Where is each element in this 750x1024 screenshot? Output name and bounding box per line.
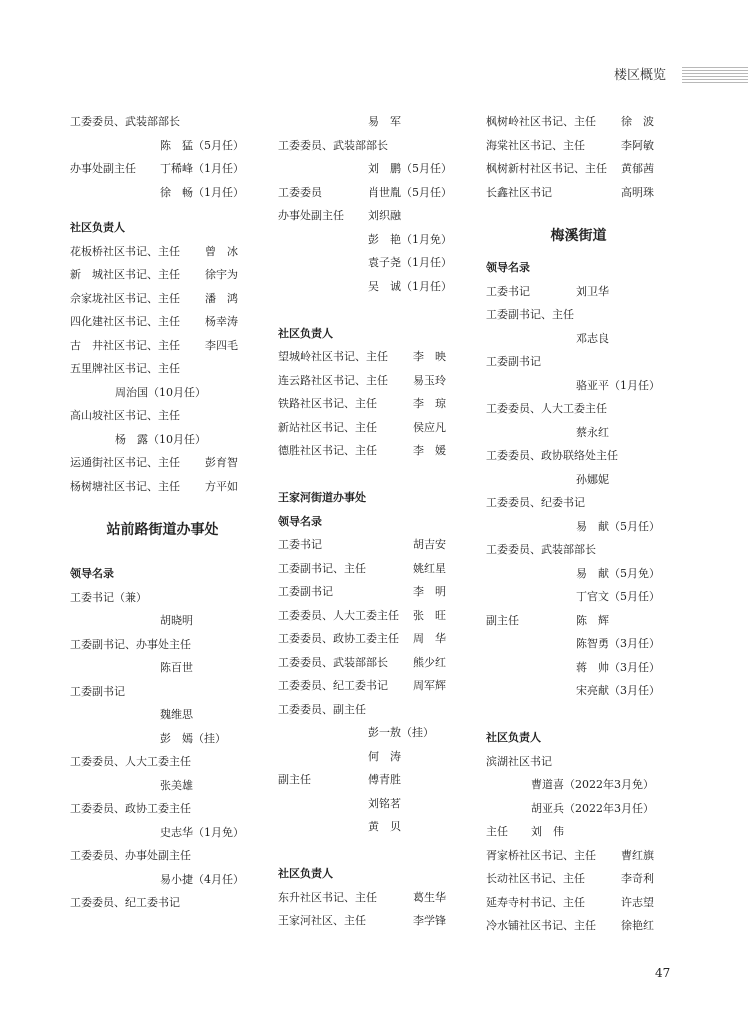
person-name: 徐 波 — [621, 115, 654, 128]
list-item — [70, 727, 270, 751]
list-item — [278, 651, 478, 675]
list-item — [278, 815, 478, 839]
list-item — [70, 680, 270, 704]
person-name: 方平如 — [205, 479, 238, 493]
list-item — [70, 357, 270, 381]
person-name: 侯应凡 — [413, 420, 446, 434]
list-item — [70, 181, 270, 205]
person-name: 宋亮献（3月任） — [576, 684, 660, 697]
position-label: 工委委员 — [278, 185, 322, 199]
list-item — [70, 287, 270, 311]
list-item — [486, 632, 686, 656]
list-item — [70, 750, 270, 774]
list-item — [70, 240, 270, 264]
list-item — [278, 251, 478, 275]
list-item — [486, 750, 686, 774]
position-label: 长鑫社区书记 — [486, 185, 552, 199]
person-name: 周治国（10月任） — [115, 385, 206, 399]
list-item — [70, 451, 270, 475]
position-label: 工委委员、纪委书记 — [486, 496, 585, 509]
list-item — [70, 609, 270, 633]
person-name: 邓志良 — [576, 331, 609, 345]
position-label: 花板桥社区书记、主任 — [70, 244, 180, 258]
person-name: 李 琼 — [413, 397, 446, 410]
position-label: 工委委员、武装部部长 — [278, 138, 388, 152]
header-stripes-decoration — [682, 67, 748, 83]
person-name: 李 明 — [413, 585, 446, 598]
position-label: 工委副书记、主任 — [278, 561, 366, 575]
list-item — [278, 768, 478, 792]
position-label: 工委书记 — [486, 284, 530, 298]
list-item — [278, 157, 478, 181]
position-label: 新站社区书记、主任 — [278, 420, 377, 434]
person-name: 刘卫华 — [576, 284, 609, 298]
person-name: 骆亚平（1月任） — [576, 378, 660, 392]
subsection-heading: 领导名录 — [486, 261, 530, 274]
position-label: 佘家垅社区书记、主任 — [70, 291, 180, 305]
person-name: 胡吉安 — [413, 538, 446, 551]
person-name: 史志华（1月免） — [160, 825, 244, 839]
position-label: 延寿寺村书记、主任 — [486, 895, 585, 909]
list-item — [486, 280, 686, 304]
subsection-heading: 社区负责人 — [486, 731, 541, 744]
person-name: 易玉玲 — [413, 373, 446, 387]
position-label: 办事处副主任 — [70, 162, 136, 175]
list-item — [278, 698, 478, 722]
list-item — [70, 774, 270, 798]
list-item — [278, 228, 478, 252]
list-item — [486, 844, 686, 868]
person-name: 陈 辉 — [576, 613, 609, 627]
person-name: 魏维思 — [160, 708, 193, 721]
person-name: 黄 贝 — [368, 820, 401, 833]
list-item — [70, 334, 270, 358]
person-name: 易 献（5月免） — [576, 566, 660, 580]
section-heading: 梅溪街道 — [550, 228, 607, 244]
position-label: 枫树岭社区书记、主任 — [486, 115, 596, 128]
list-item — [486, 797, 686, 821]
list-item — [70, 428, 270, 452]
position-label: 工委委员、武装部部长 — [278, 655, 388, 669]
position-label: 工委委员、办事处副主任 — [70, 849, 191, 862]
person-name: 胡亚兵（2022年3月任） — [531, 801, 654, 815]
list-item — [278, 886, 478, 910]
person-name: 刘 伟 — [531, 825, 564, 838]
position-label: 工委委员、人大工委主任 — [486, 402, 607, 415]
list-item — [70, 310, 270, 334]
person-name: 张美雄 — [160, 778, 193, 792]
person-name: 彭一敖（挂） — [368, 726, 434, 739]
position-label: 胥家桥社区书记、主任 — [486, 848, 596, 862]
position-label: 海棠社区书记、主任 — [486, 138, 585, 152]
position-label: 主任 — [486, 825, 508, 838]
list-item — [486, 867, 686, 891]
person-name: 黄郁茜 — [621, 162, 654, 175]
list-item — [486, 515, 686, 539]
person-name: 陈 猛（5月任） — [160, 138, 244, 152]
subsection-heading: 领导名录 — [70, 567, 114, 580]
list-item — [70, 475, 270, 499]
list-item — [70, 404, 270, 428]
position-label: 铁路社区书记、主任 — [278, 397, 377, 410]
person-name: 刘 鹏（5月任） — [368, 162, 452, 175]
list-item — [278, 627, 478, 651]
list-item — [70, 891, 270, 915]
section-heading: 站前路街道办事处 — [106, 522, 219, 538]
person-name: 周军辉 — [413, 679, 446, 692]
position-label: 新 城社区书记、主任 — [70, 268, 180, 281]
person-name: 丁稀峰（1月任） — [160, 162, 244, 175]
person-name: 潘 鸿 — [205, 291, 238, 305]
position-label: 工委副书记 — [70, 684, 125, 698]
list-item — [278, 416, 478, 440]
page-number: 47 — [655, 966, 671, 980]
list-item — [486, 157, 686, 181]
list-item — [70, 134, 270, 158]
person-name: 熊少红 — [413, 655, 446, 669]
position-label: 王家河社区、主任 — [278, 914, 366, 927]
list-item — [278, 580, 478, 604]
column-right — [486, 110, 686, 938]
position-label: 枫树新村社区书记、主任 — [486, 162, 607, 175]
person-name: 葛生华 — [413, 890, 446, 904]
position-label: 四化建社区书记、主任 — [70, 315, 180, 328]
person-name: 徐宇为 — [205, 268, 238, 281]
person-name: 周 华 — [413, 632, 446, 645]
list-item — [486, 585, 686, 609]
position-label: 副主任 — [486, 613, 519, 627]
person-name: 易小捷（4月任） — [160, 872, 244, 886]
position-label: 工委副书记、办事处主任 — [70, 637, 191, 651]
position-label: 工委委员、人大工委主任 — [70, 755, 191, 768]
person-name: 刘织融 — [368, 209, 401, 222]
subsection-heading: 社区负责人 — [278, 326, 333, 340]
position-label: 工委委员、武装部部长 — [486, 543, 596, 556]
person-name: 姚红星 — [413, 561, 446, 575]
office-heading: 王家河街道办事处 — [278, 491, 366, 504]
list-item — [486, 820, 686, 844]
person-name: 杨幸涛 — [205, 315, 238, 328]
person-name: 张 旺 — [413, 608, 446, 622]
person-name: 李阿敏 — [621, 138, 654, 152]
subsection-heading: 社区负责人 — [70, 221, 125, 234]
position-label: 工委委员、纪工委书记 — [70, 896, 180, 909]
list-item — [278, 345, 478, 369]
position-label: 高山坡社区书记、主任 — [70, 409, 180, 422]
person-name: 何 涛 — [368, 749, 401, 763]
list-item — [486, 327, 686, 351]
list-item — [278, 792, 478, 816]
list-item — [278, 674, 478, 698]
list-item — [278, 604, 478, 628]
position-label: 工委书记 — [278, 538, 322, 551]
list-item — [486, 914, 686, 938]
person-name: 陈百世 — [160, 661, 193, 674]
person-name: 刘铭茗 — [368, 796, 401, 810]
list-item — [70, 656, 270, 680]
position-label: 长动社区书记、主任 — [486, 872, 585, 885]
position-label: 五里牌社区书记、主任 — [70, 362, 180, 375]
list-item — [70, 797, 270, 821]
list-item — [486, 656, 686, 680]
list-item — [486, 134, 686, 158]
list-item — [486, 562, 686, 586]
position-label: 工委委员、政协工委主任 — [70, 802, 191, 815]
list-item — [486, 491, 686, 515]
position-label: 工委委员、纪工委书记 — [278, 679, 388, 692]
position-label: 德胜社区书记、主任 — [278, 444, 377, 457]
position-label: 工委委员、人大工委主任 — [278, 608, 399, 622]
position-label: 冷水铺社区书记、主任 — [486, 919, 596, 932]
list-item — [278, 745, 478, 769]
list-item — [486, 609, 686, 633]
person-name: 彭 艳（1月免） — [368, 232, 452, 246]
list-item — [486, 538, 686, 562]
list-item — [486, 679, 686, 703]
position-label: 工委委员、武装部部长 — [70, 115, 180, 128]
person-name: 彭育智 — [205, 456, 238, 469]
person-name: 李 媛 — [413, 444, 446, 457]
list-item — [486, 374, 686, 398]
position-label: 工委委员、政协工委主任 — [278, 632, 399, 645]
person-name: 孙娜妮 — [576, 472, 609, 486]
subsection-heading: 社区负责人 — [278, 867, 333, 880]
position-label: 连云路社区书记、主任 — [278, 373, 388, 387]
person-name: 李四毛 — [205, 338, 238, 352]
list-item — [278, 110, 478, 134]
list-item — [278, 369, 478, 393]
list-item — [486, 891, 686, 915]
position-label: 副主任 — [278, 773, 311, 786]
person-name: 傅青胜 — [368, 773, 401, 786]
person-name: 许志望 — [621, 895, 654, 909]
person-name: 李 映 — [413, 350, 446, 363]
position-label: 运通街社区书记、主任 — [70, 456, 180, 469]
position-label: 工委副书记、主任 — [486, 308, 574, 321]
list-item — [278, 557, 478, 581]
person-name: 高明珠 — [621, 185, 654, 199]
person-name: 肖世胤（5月任） — [368, 185, 452, 199]
column-middle — [278, 110, 478, 933]
subsection-heading: 领导名录 — [278, 514, 322, 528]
list-item — [70, 586, 270, 610]
person-name: 袁子尧（1月任） — [368, 256, 452, 269]
person-name: 陈智勇（3月任） — [576, 637, 660, 650]
person-name: 杨 露（10月任） — [115, 432, 206, 446]
list-item — [278, 533, 478, 557]
list-item — [486, 421, 686, 445]
person-name: 曹道喜（2022年3月免） — [531, 778, 654, 791]
position-label: 杨树塘社区书记、主任 — [70, 479, 180, 493]
list-item — [278, 439, 478, 463]
running-header-title: 楼区概览 — [614, 68, 667, 83]
person-name: 徐艳红 — [621, 919, 654, 932]
list-item — [70, 381, 270, 405]
person-name: 曹红旗 — [621, 848, 654, 862]
position-label: 工委书记（兼） — [70, 590, 147, 604]
list-item — [486, 773, 686, 797]
position-label: 滨湖社区书记 — [486, 754, 552, 768]
person-name: 徐 畅（1月任） — [160, 185, 244, 199]
list-item — [70, 868, 270, 892]
position-label: 望城岭社区书记、主任 — [278, 350, 388, 363]
position-label: 东升社区书记、主任 — [278, 890, 377, 904]
person-name: 丁官文（5月任） — [576, 590, 660, 603]
list-item — [70, 821, 270, 845]
list-item — [278, 134, 478, 158]
list-item — [278, 204, 478, 228]
person-name: 曾 冰 — [205, 244, 238, 258]
list-item — [278, 392, 478, 416]
list-item — [486, 444, 686, 468]
person-name: 蒋 帅（3月任） — [576, 660, 660, 674]
list-item — [70, 633, 270, 657]
person-name: 李奇利 — [621, 872, 654, 885]
list-item — [70, 844, 270, 868]
list-item — [278, 721, 478, 745]
list-item — [486, 350, 686, 374]
position-label: 工委副书记 — [486, 355, 541, 368]
list-item — [70, 703, 270, 727]
person-name: 李学锋 — [413, 914, 446, 927]
position-label: 办事处副主任 — [278, 209, 344, 222]
list-item — [278, 909, 478, 933]
list-item — [70, 263, 270, 287]
list-item — [70, 157, 270, 181]
person-name: 胡晓明 — [160, 614, 193, 627]
position-label: 古 井社区书记、主任 — [70, 338, 180, 352]
list-item — [278, 181, 478, 205]
person-name: 易 献（5月任） — [576, 519, 660, 533]
position-label: 工委委员、副主任 — [278, 702, 366, 716]
list-item — [70, 110, 270, 134]
column-left — [70, 110, 270, 915]
person-name: 蔡永红 — [576, 425, 609, 439]
position-label: 工委副书记 — [278, 585, 333, 598]
person-name: 吴 诚（1月任） — [368, 279, 452, 293]
person-name: 易 军 — [368, 115, 401, 128]
list-item — [486, 181, 686, 205]
list-item — [486, 110, 686, 134]
list-item — [486, 468, 686, 492]
list-item — [486, 303, 686, 327]
person-name: 彭 嫣（挂） — [160, 731, 226, 745]
list-item — [486, 397, 686, 421]
list-item — [278, 275, 478, 299]
position-label: 工委委员、政协联络处主任 — [486, 449, 618, 462]
